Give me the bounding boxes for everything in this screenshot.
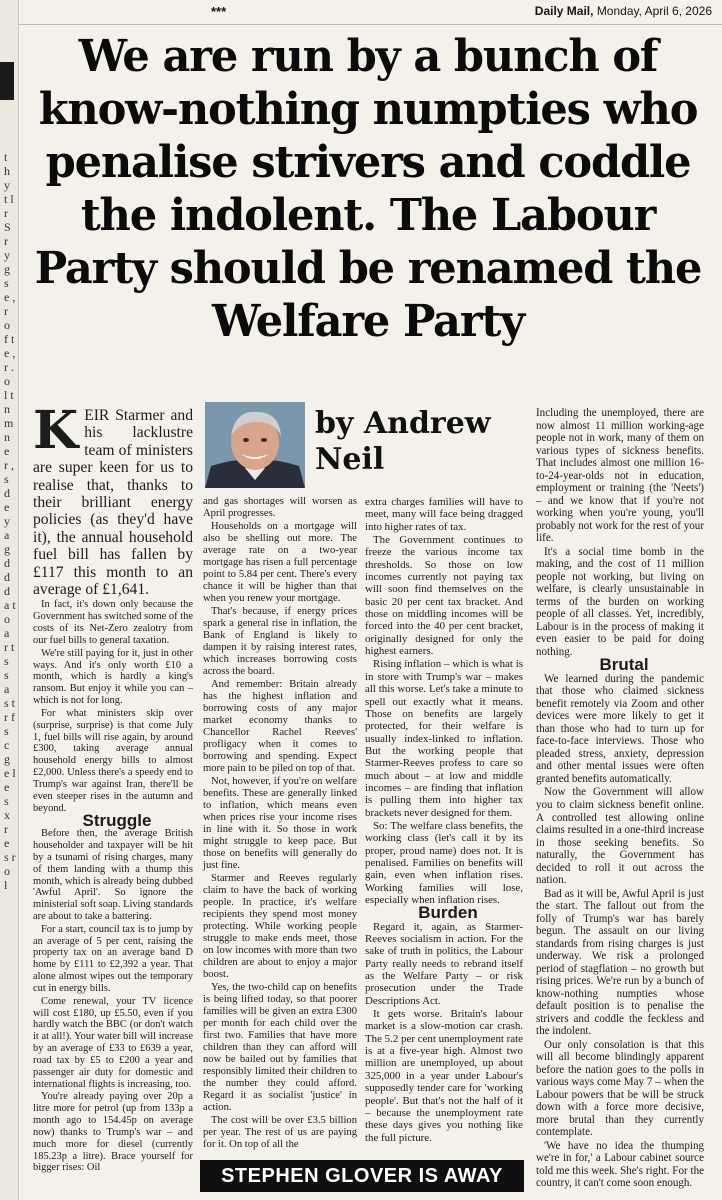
- lead-paragraph: KEIR Starmer and his lacklustre team of ministers are super keen for us to realise that, thanks to their brilliant energy policies (as they'd have it), the annual household fuel bill has fallen by £117 this month to an average of £1,641.: [33, 400, 193, 599]
- paragraph: 'We have no idea the thumping we're in for,' a Labour cabinet source told me this week. She's right. For the country, it can't come soon enough.: [536, 1139, 704, 1190]
- paper-name: Daily Mail,: [534, 4, 594, 18]
- article-column-3: [365, 496, 523, 1145]
- paragraph: You're already paying over 20p a litre more for petrol (up from 133p a month ago to 154.45p on average now) thanks to Trump's war – and much more for diesel (currently 185.23p a litre). Brace yourself for bigger rises: Oil: [33, 1091, 193, 1174]
- paragraph: The Government continues to freeze the various income tax thresholds. So those on low incomes currently not paying tax will soon find themselves on the basic 20 per cent tax bracket. And those on middling incomes will be forced into the 40 per cent bracket, originally designed for only the highest earners.: [365, 534, 523, 658]
- paragraph: Starmer and Reeves regularly claim to have the back of working people. In practice, it's welfare recipients they spend most money protecting. While working people struggle to make ends meet, those on low incomes with more than two children are about to enjoy a major boost.: [203, 873, 357, 980]
- byline: [205, 402, 531, 490]
- paragraph: Households on a mortgage will also be shelling out more. The average rate on a two-year mortgage has risen a full percentage point to 5.84 per cent. There's every chance it will be higher than that when you renew your mortgage.: [203, 521, 357, 604]
- drop-cap: K: [33, 400, 79, 461]
- paragraph: For what ministers skip over (surprise, surprise) is that come July 1, fuel bills will rise again, by around £300, taking average annual household energy bills to almost £2,000. Unless there's a speedy end to Trump's war against Iran, there'll be even steeper rises in the autumn and beyond.: [33, 707, 193, 814]
- paragraph: Rising inflation – which is what is in store with Trump's war – makes all this worse. Let's take a minute to spell out exactly what it means. Those on benefits are largely protected, for their welfare is usually index-linked to inflation. But the working people that Starmer-Reeves profess to care so much about – at low and middle incomes – are finding that inflation is pulling them into higher tax brackets never designed for them.: [365, 658, 523, 819]
- paragraph: That's because, if energy prices spark a general rise in inflation, the Bank of England is likely to dampen it by raising interest rates, which increases borrowing costs across the board.: [203, 606, 357, 677]
- paragraph: We learned during the pandemic that those who claimed sickness benefit remotely via Zoom and other devices were more likely to get it than those who had to turn up for face-to-face interviews. Those who pleaded stress, anxiety, depression and other mental issues were often granted benefits automatically.: [536, 672, 704, 785]
- paragraph: So: The welfare class benefits, the working class (let's call it by its proper, proud name) does not. It is penalised. Families on benefits will gain, even when inflation rises. Working families will lose, especially when inflation rises.: [365, 819, 523, 906]
- subheading-struggle: Struggle: [82, 811, 152, 831]
- paragraph: Our only consolation is that this will all become blindingly apparent before the nation goes to the polls in various ways come May 7 – when the Labour powers that be will be struck down with a force more decisive, more brutal than they currently contemplate.: [536, 1038, 704, 1139]
- paragraph: We're still paying for it, just in other ways. And it's only worth £10 a month, which is hardly a king's ransom. But enjoy it while you can – which is not for long.: [33, 647, 193, 707]
- subheading-burden: Burden: [418, 903, 478, 923]
- author-name: by Andrew Neil: [315, 406, 491, 477]
- author-photo: [205, 402, 305, 488]
- article-column-2: [203, 496, 357, 1152]
- paragraph: In fact, it's down only because the Government has switched some of the costs of its Net-Zero zealotry from our fuel bills to general taxation.: [33, 599, 193, 646]
- paragraph: Come renewal, your TV licence will cost £180, up £5.50, even if you hardly watch the BBC (or don't watch it at all!). Your water bill will increase by an average of £33 to £639 a year, road tax by £5 to £200 a year and passenger air duty for domestic and international flights is increasing, too.: [33, 995, 193, 1090]
- paragraph: It's a social time bomb in the making, and the cost of 11 million people not working, but living on welfare, is clearly unsustainable in terms of the burden on working people of all classes. Yet, incredibly, Labour is in the process of making it even easier to be paid for doing nothing.: [536, 545, 704, 658]
- paragraph: For a start, council tax is to jump by an average of 5 per cent, raising the property tax on an average band D home by £111 to £2,392 a year. That alone almost wipes out the temporary cut in energy bills.: [33, 923, 193, 994]
- paragraph: Yes, the two-child cap on benefits is being lifted today, so that poorer families will be given an extra £300 per month for each child over the first two. Families that have more children than they can afford will now be bailed out by families that responsibly limited their children to the number they could afford. Regard it as socialist 'justice' in action.: [203, 982, 357, 1113]
- edition-stars: ***: [211, 4, 227, 19]
- paragraph: Including the unemployed, there are now almost 11 million working-age people not in work, many of them on various types of sickness benefits. That includes almost one million 16-to-24-year-olds not in education, employment or training (the 'Neets') – and we know that if you're not working when you're young, you'll probably not work for the rest of your life.: [536, 407, 704, 545]
- headline: We are run by a bunch of know-nothing numpties who penalise strivers and coddle the indolent. The Labour Party should be renamed the Welfare Party: [34, 31, 702, 347]
- adjacent-page-block: [0, 62, 14, 100]
- paragraph: Regard it, again, as Starmer-Reeves socialism in action. For the sake of truth in politics, the Labour Party really needs to rebrand itself as the Welfare Party – or risk prosecution under the Trade Descriptions Act.: [365, 920, 523, 1007]
- page-header: [18, 0, 722, 25]
- paragraph: And remember: Britain already has the highest inflation and borrowing costs of any major market economy thanks to Chancellor Rachel Reeves' profligacy when it comes to borrowing and spending. Expect more pain to be piled on top of that.: [203, 679, 357, 774]
- article-column-4: [536, 407, 704, 1191]
- subheading-brutal: Brutal: [599, 655, 649, 675]
- article-column-1: [33, 400, 193, 1175]
- paragraph: Not, however, if you're on welfare benefits. These are generally linked to inflation, which means even when prices rise your income rises in line with it. So those in work might struggle to keep pace. But those on benefits will generally do just fine.: [203, 776, 357, 871]
- paragraph: The cost will be over £3.5 billion per year. The rest of us are paying for it. On top of all the: [203, 1115, 357, 1150]
- adjacent-page-strip: [0, 0, 19, 1200]
- paragraph: Bad as it will be, Awful April is just the start. The fallout out from the folly of Trump's war has barely begun. The assault on our living standards from rising charges is just underway. We risk a prolonged period of stagflation – no growth but rising prices. We're run by a bunch of know-nothing numpties whose default position is to penalise the strivers and coddle the feckless and the indolent.: [536, 887, 704, 1038]
- adjacent-page-text: t h y t l r S r y g s e , r o f t e , r . o l t n m n e r , s d e y a g d d d a t o a r t s s a s t r f s c g e l e s x r e s r o l: [4, 150, 19, 892]
- columnist-away-banner: STEPHEN GLOVER IS AWAY: [200, 1160, 524, 1192]
- dateline: [535, 4, 712, 18]
- paragraph: extra charges families will have to meet, many will face being dragged into higher rates of tax.: [365, 496, 523, 533]
- paragraph: It gets worse. Britain's labour market is a slow-motion car crash. The 5.2 per cent unemployment rate is at a five-year high. Almost two million are unemployed, up about 325,000 in a year under Labour's supposedly tender care for 'working people'. But that's not the half of it – because the unemployment rate these days gives you nothing like the full picture.: [365, 1008, 523, 1144]
- paragraph: Before then, the average British householder and taxpayer will be hit by a tsunami of rising charges, many of them landing with a thump this month, which is already being dubbed 'Awful April'. So ignore the ministerial soft soap. Living standards are about to take a battering.: [33, 828, 193, 922]
- issue-date: Monday, April 6, 2026: [596, 4, 712, 18]
- paragraph: Now the Government will allow you to claim sickness benefit online. A controlled test allowing online claims resulted in a one-third increase in those seeking benefits. So naturally, the Government has decided to roll it out across the nation.: [536, 786, 704, 887]
- paragraph: and gas shortages will worsen as April progresses.: [203, 496, 357, 519]
